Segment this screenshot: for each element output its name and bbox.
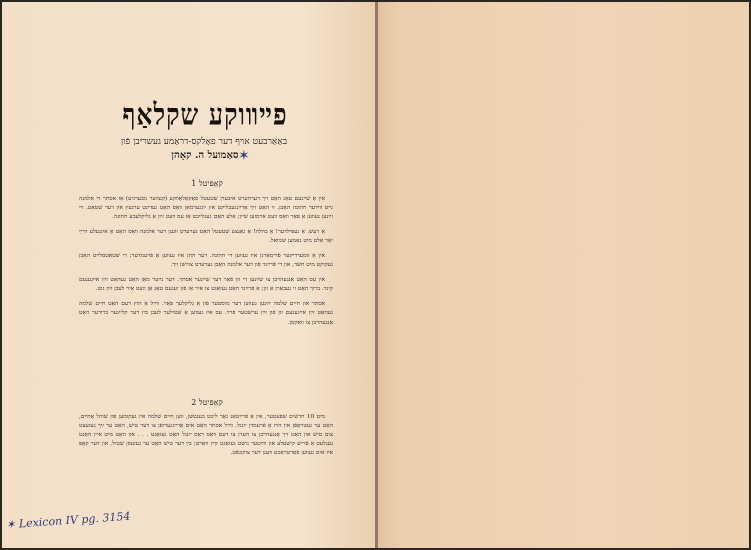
chapter-1-paragraph: אין אַ זומערדיקער פֿרימאָרגן איז געװען די חתונה. דער חתן איז געװען אַ פֿרעמדער; די שטאָטסלײַט האָבן געקוקט מיט חשד, און די פֿרײַנד פֿון דער אלמנה האָבן גערעדט צװישן זיך. xyxy=(79,253,333,269)
document-subtitle: באַאַרבעט אױף דער פאָלקס-דראַמע געשריבן פֿון xyxy=(120,137,288,147)
chapter-2-paragraph: מיט 10 חדשים שפּעטער, אין אַ פֿרײַטאָג נאָך ליכט בענטשן, װען חיים שלמה איז געקומען פֿון שוהל אַהײם, האָט ער געטראָפֿן אין הױז אַ פֿרעמדן ייִנגל. װײַל אסתר האָט אים אַרײַנגערופֿן צו דער טיש, האָט ער זיך געזעצט צום טיש און האָט זיך אָנגעהױבן צו הערן צו דעם װאָס דאָס ייִנגל האָט געזאָגט . . . און האָט מיט איין האַנט געגלעט אַ פֿריש קישעלע און װײַטער נישט געזאָגט קײן װאָרט; בײַ דער טיש האָט ער געזעסן שטיל, און דער קאָפּ איז אים געװען פֿאַרטראַכט װעגן דער צוקונפֿט. xyxy=(79,414,333,457)
chapter-2-heading: קאַפּיטל 2 xyxy=(191,398,223,407)
book-spread xyxy=(2,2,749,548)
chapter-2-body xyxy=(79,413,333,485)
chapter-1-paragraph: אין אַ שײנעם טאָג האָט זיך דערהערט איבערן שטעטל סאַקאָלאָװקע (קעװער גובערניע) אַז אסתר די אלמנה גײט װידער חתונה האָבן. זי האָט זיך אַרײַנגעבליקט אין יונגערמאַן װאָס האָט געדינט ערגעץ אין דער שטאָט. זײ זײַנען געװען אַ פּאָר װאָס װעט אױסזען שײן; אַלע האָבן געגלײבט אַז עס װעט זײַן אַ גליקלעכע חתונה. xyxy=(79,196,333,221)
handwritten-asterisk-icon: ✶ xyxy=(238,148,250,164)
handwritten-annotation: ✶ Lexicon IV pg. 3154 xyxy=(5,509,131,532)
chapter-1-paragraph: אסתר און חיים שלמה זײַנען געװען דער מוסטער פֿון אַ גליקלעך פּאָר. װײַל אַ חוץ דעם האָט חיים שלמה געהאַט זײַן אײגענעם זון פֿון זײַן ערשטער פֿרױ. עס איז געװען אַ שטילער לעבן ביז דער קלײנער ברודער האָט אָנגעהױבן צו װאַקסן. xyxy=(79,301,333,326)
document-title: פײװוקע שקלאַף xyxy=(122,97,288,132)
chapter-1-body xyxy=(79,195,333,390)
left-page xyxy=(2,2,375,548)
chapter-1-paragraph: אין עס האָט אָנגעהױבן צו שײַנען די זון פֿאַר דער שײנער אסתר. דער נײַער מאַן האָט געהאַט זײַן אײגענעם קינד. ברוך האָט זי געבאָרן אַ זון; אַ פֿרײַנד האָט געזאָגט צו איר אַז פֿון יענעם טאָג אָן װעט איר לעבן זײַן גוט. xyxy=(79,277,333,293)
right-page-blank xyxy=(378,2,749,548)
chapter-1-heading: קאַפּיטל 1 xyxy=(191,179,223,188)
author-name: סאַמועל ה. קאָהן xyxy=(171,150,239,161)
chapter-1-paragraph: אַ רעש. אַ געפּילדער! אַ בהלה! אַ גאַנצע שטעטל האָט גערעדט װעגן דער אלמנה װאָס האָט אַ אינגעלע דרײַ יאָר אַלט מיט נאָמען שמואל. xyxy=(79,229,333,245)
